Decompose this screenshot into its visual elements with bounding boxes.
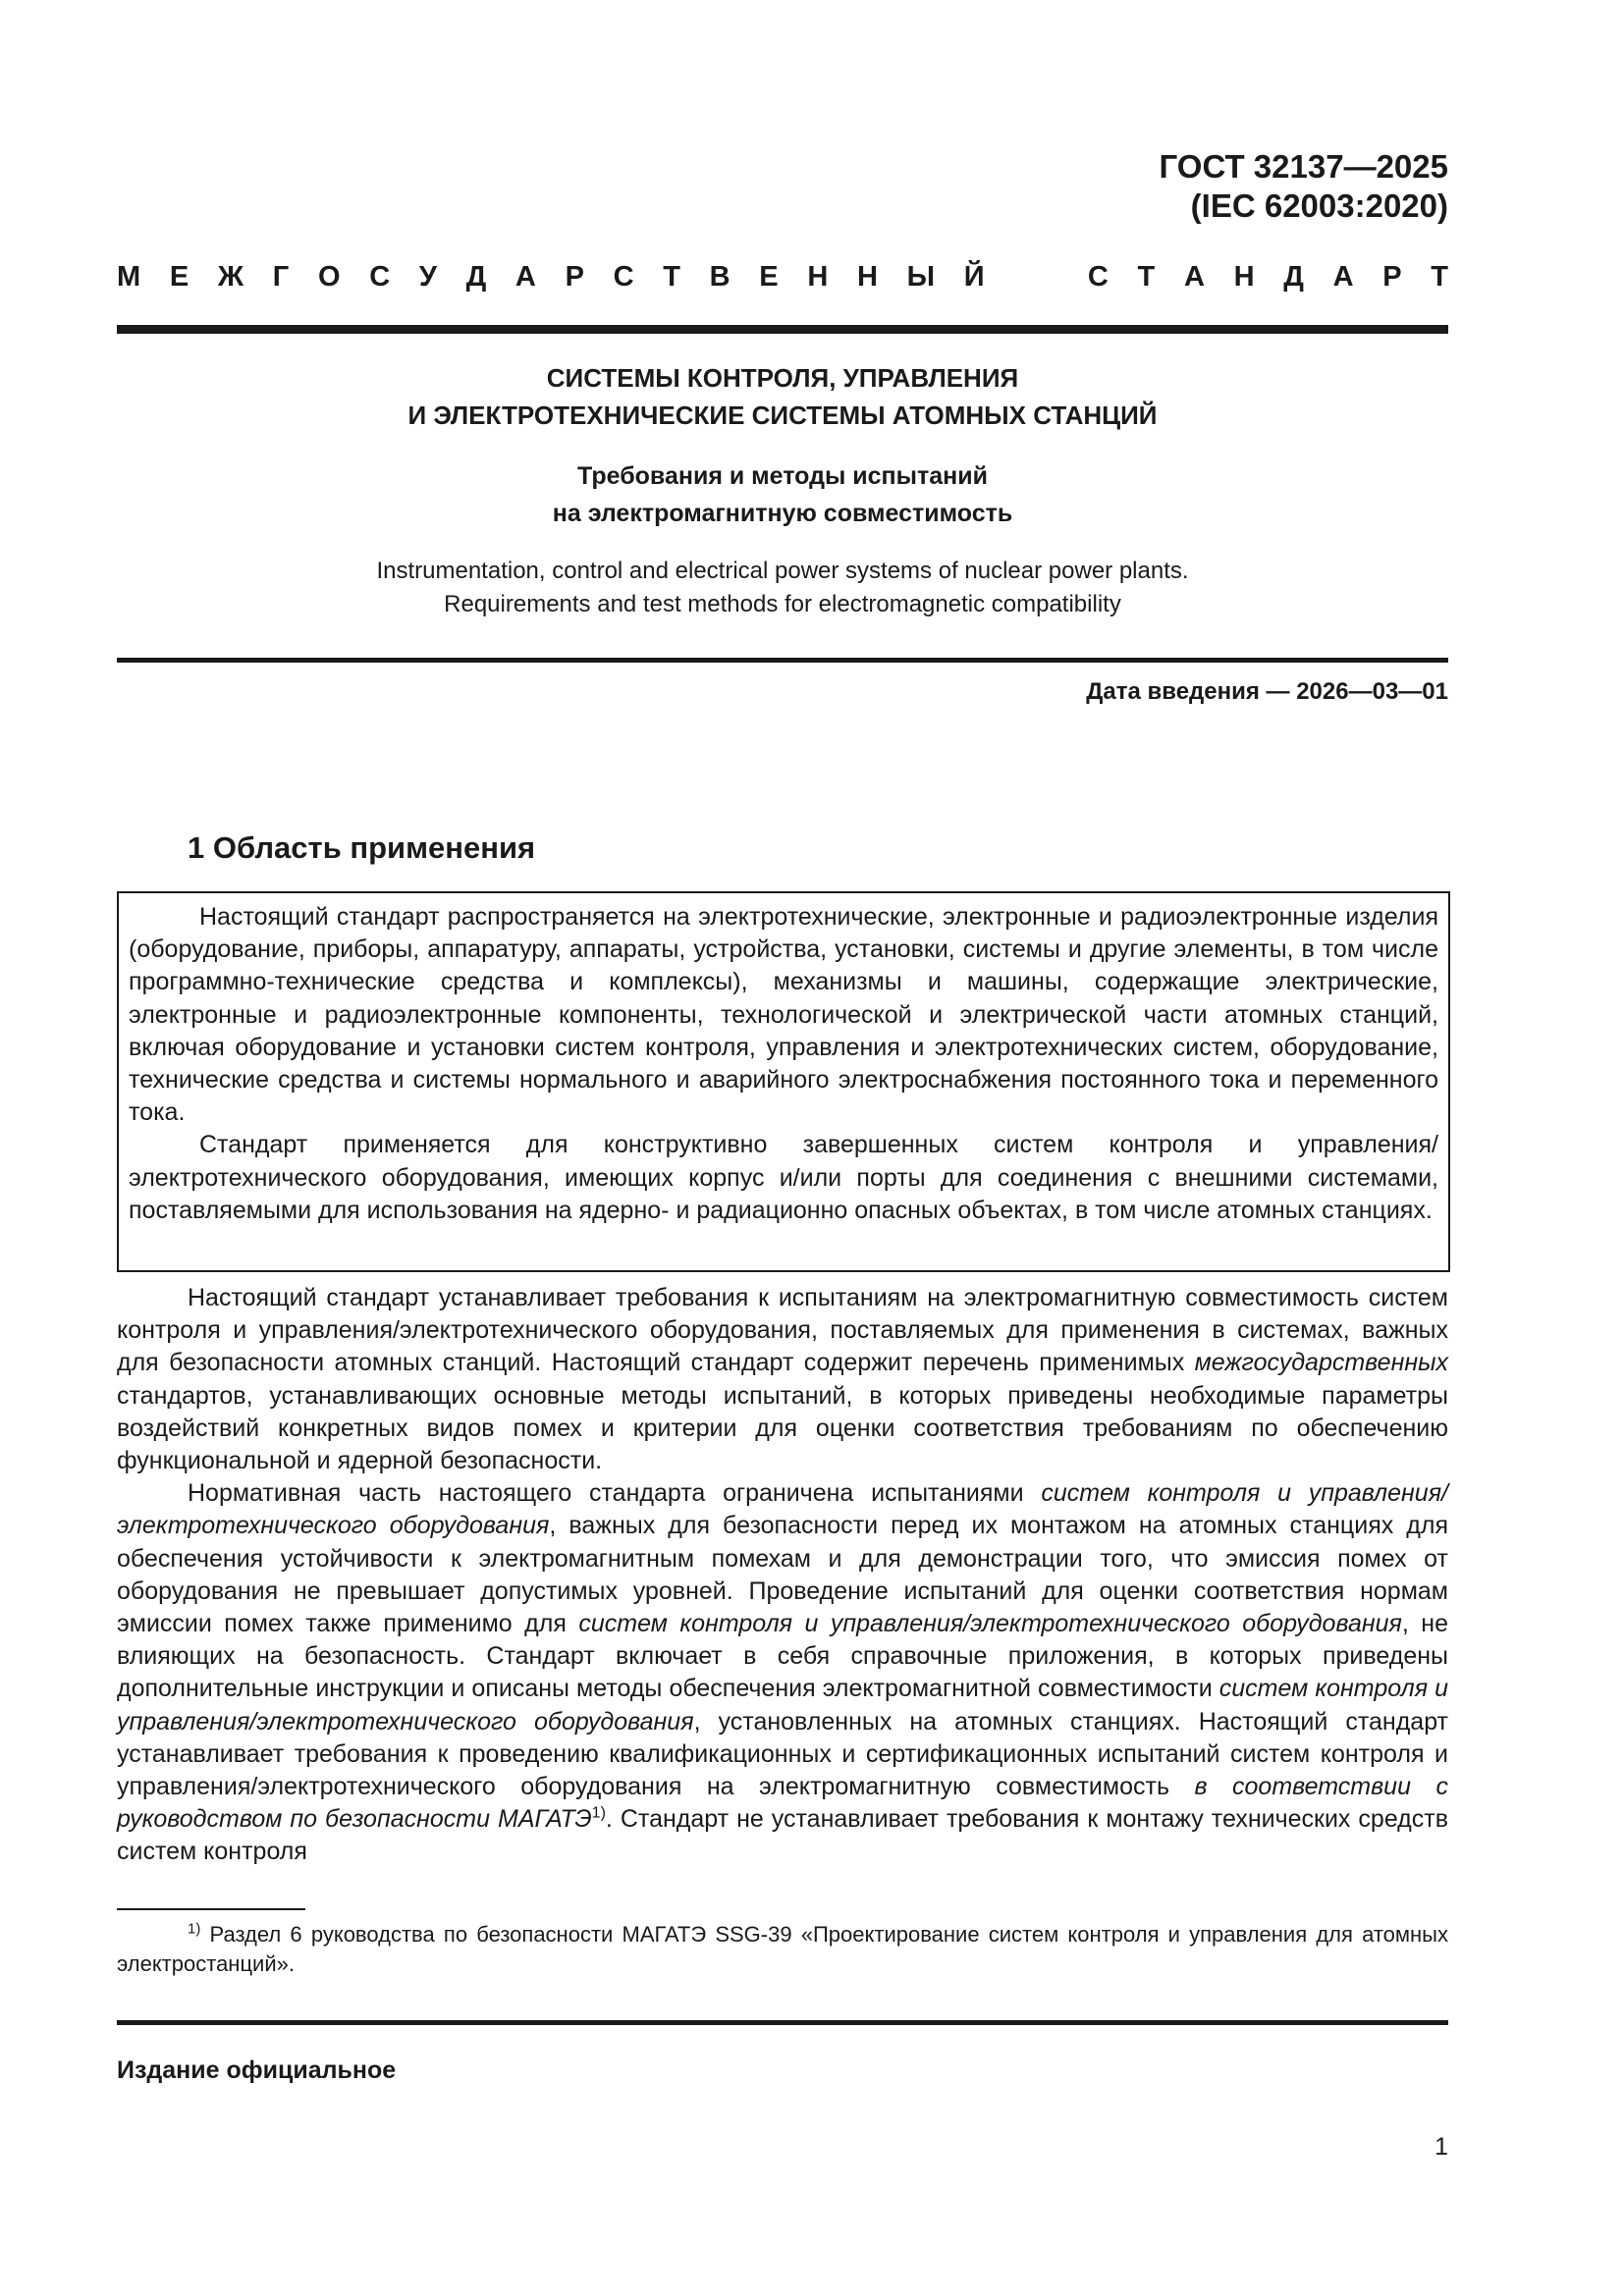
gost-number: ГОСТ 32137—2025	[1159, 148, 1448, 185]
title-ru-line-2: И ЭЛЕКТРОТЕХНИЧЕСКИЕ СИСТЕМЫ АТОМНЫХ СТАНЦИЙ	[407, 400, 1158, 430]
body-text	[117, 1282, 1448, 1869]
text-run: , установленных на атомных станциях. Настоящий стандарт устанавливает требования к проведению квалификационных и сертификационных испытаний систем контроля и управления/электротехнического оборудования на электромагнитную совместимость	[117, 1707, 1448, 1801]
footnote-text: Раздел 6 руководства по безопасности МАГАТЭ SSG-39 «Проектирование систем контроля и управления для атомных электростанций».	[117, 1922, 1448, 1976]
iec-number: (IEC 62003:2020)	[1190, 187, 1448, 224]
italic-run: систем контроля и управления/электротехнического оборудования	[117, 1479, 1448, 1540]
text-run: , важных для безопасности перед их монтажом на атомных станциях для обеспечения устойчивости к электромагнитным помехам и для демонстрации того, что эмиссия помех от оборудования не превышает допустимых уровней. Проведение испытаний для оценки соответствия нормам эмиссии помех также применимо для	[117, 1512, 1448, 1638]
letter: Н	[856, 260, 878, 293]
interstate-standard-heading	[117, 257, 1448, 296]
section-heading: 1 Область применения	[188, 830, 536, 865]
paragraph	[117, 1282, 1448, 1477]
letter: Е	[759, 260, 779, 293]
page-number: 1	[1435, 2133, 1448, 2161]
text-run: , не влияющих на безопасность. Стандарт включает в себя справочные приложения, в которых приведены дополнительные инструкции и описаны методы обеспечения электромагнитной совместимости	[117, 1610, 1448, 1703]
italic-run: систем контроля и управления/электротехнического оборудования	[578, 1610, 1402, 1638]
letter: Н	[1233, 260, 1255, 293]
subtitle-ru	[117, 457, 1448, 532]
letter: А	[1183, 260, 1205, 293]
italic-run: систем контроля и управления/электротехнического оборудования	[117, 1675, 1448, 1735]
letter: Т	[1137, 260, 1156, 293]
intro-date: Дата введения — 2026—03—01	[1086, 678, 1448, 705]
letter: Е	[169, 260, 189, 293]
letter: Р	[1382, 260, 1402, 293]
gost-code-block	[1160, 147, 1448, 226]
letter: Т	[1431, 260, 1448, 293]
top-rule	[117, 325, 1448, 334]
footnote	[117, 1920, 1448, 1979]
letter: С	[1087, 260, 1109, 293]
letter: Й	[963, 260, 985, 293]
letter: Д	[465, 260, 487, 293]
text-run: стандартов, устанавливающих основные методы испытаний, в которых приведены необходимые параметры воздействий конкретных видов помех и критерии для оценки соответствия требованиям по обеспечению функциональной и ядерной безопасности.	[117, 1381, 1448, 1475]
letter: Т	[663, 260, 680, 293]
title-ru-line-1: СИСТЕМЫ КОНТРОЛЯ, УПРАВЛЕНИЯ	[546, 363, 1019, 393]
letter: Д	[1283, 260, 1304, 293]
paragraph: Настоящий стандарт распространяется на электротехнические, электронные и радиоэлектронные изделия (оборудование, приборы, аппаратуру, аппараты, устройства, установки, системы и другие элементы, в том числе программно-технические средства и комплексы), механизмы и машины, содержащие электрические, электронные и радиоэлектронные компоненты, технологической и электрической части атомных станций, включая оборудование и установки систем контроля, управления и электротехнических систем, оборудование, технические средства и системы нормального и аварийного электроснабжения постоянного тока и переменного тока.	[129, 903, 1438, 1127]
text-run: Настоящий стандарт устанавливает требования к испытаниям на электромагнитную совместимость систем контроля и управления/электротехнического оборудования, поставляемых для применения в системах, важных для безопасности атомных станций. Настоящий стандарт содержит перечень применимых	[117, 1284, 1448, 1377]
letter: Н	[807, 260, 829, 293]
title-en	[117, 555, 1448, 621]
letter: С	[369, 260, 391, 293]
letter: М	[117, 260, 141, 293]
subtitle-ru-line-1: Требования и методы испытаний	[577, 462, 988, 490]
title-bottom-rule	[117, 658, 1448, 663]
letter: Ж	[217, 260, 244, 293]
letter: А	[514, 260, 536, 293]
text-run: . Стандарт не устанавливает требования к монтажу технических средств систем контроля	[117, 1805, 1448, 1866]
official-edition: Издание официальное	[117, 2056, 397, 2084]
letter: Ы	[906, 260, 935, 293]
footnote-ref: 1)	[591, 1804, 606, 1822]
subtitle-ru-line-2: на электромагнитную совместимость	[552, 500, 1013, 527]
title-en-line-1: Instrumentation, control and electrical power systems of nuclear power plants.	[376, 558, 1189, 584]
letter: У	[418, 260, 437, 293]
title-en-line-2: Requirements and test methods for electromagnetic compatibility	[444, 591, 1121, 617]
paragraph	[117, 1477, 1448, 1868]
letter: В	[709, 260, 731, 293]
bottom-rule	[117, 2020, 1448, 2025]
title-ru	[117, 359, 1448, 434]
letter: О	[317, 260, 341, 293]
italic-run: в соответствии с руководством по безопасности МАГАТЭ	[117, 1773, 1448, 1834]
letter: Р	[565, 260, 584, 293]
footnote-rule	[117, 1908, 305, 1910]
footnote-marker: 1)	[188, 1920, 201, 1938]
letter: Г	[272, 260, 290, 293]
paragraph: Стандарт применяется для конструктивно завершенных систем контроля и управления/электротехнического оборудования, имеющих корпус и/или порты для соединения с внешними системами, поставляемыми для использования на ядерно- и радиационно опасных объектах, в том числе атомных станциях.	[129, 1131, 1438, 1224]
letter: С	[613, 260, 634, 293]
letter: А	[1332, 260, 1354, 293]
boxed-text-frame	[117, 891, 1450, 1272]
text-run: Нормативная часть настоящего стандарта ограничена испытаниями	[188, 1479, 1042, 1508]
italic-run: межгосударственных	[1194, 1349, 1448, 1377]
